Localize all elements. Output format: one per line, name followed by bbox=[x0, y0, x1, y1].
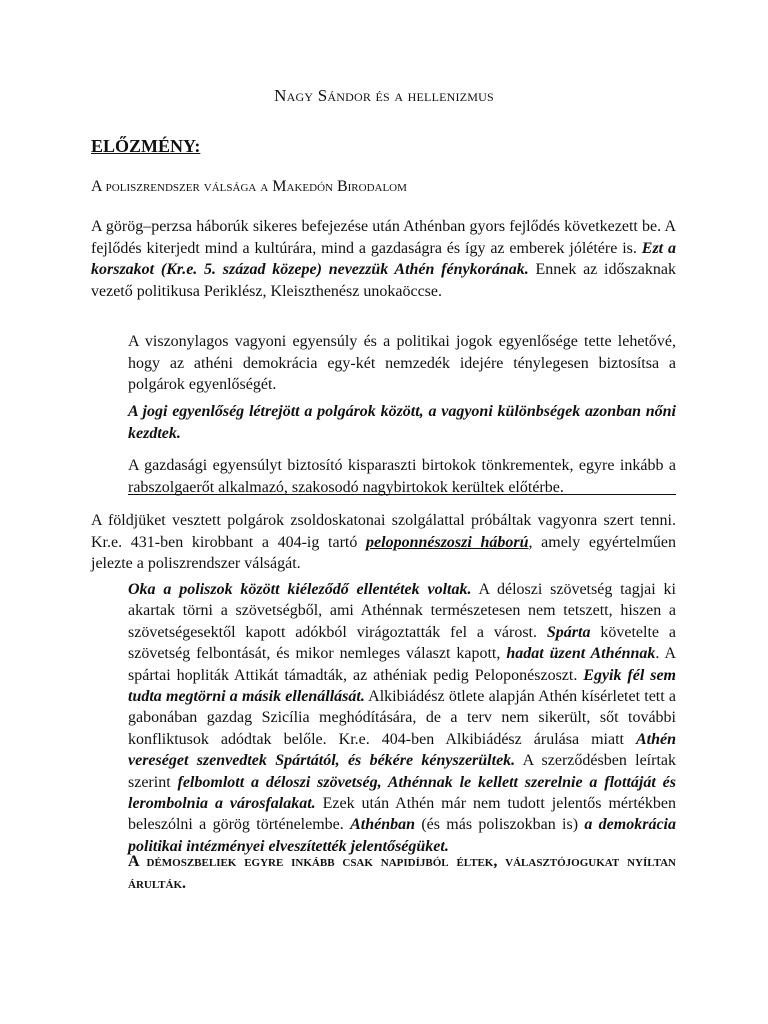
causes-emphasis-3: hadat üzent Athénnak bbox=[506, 645, 656, 663]
causes-text-4: Alkibiádész ötlete alapján Athén kísérletet tett a gabonában gazdag Szicília meghódítására, de a terv nem sikerült, sőt további konfliktusok adódtak belőle. Kr.e. 404-ben Alkibiádész árulása miatt bbox=[128, 688, 676, 748]
causes-emphasis-4: Egyik fél sem tudta megtörni a másik ellenállását. bbox=[128, 666, 676, 706]
causes-emphasis-8: a demokrácia politikai intézményei elveszítették jelentőségüket. bbox=[128, 816, 676, 855]
causes-text-1: A déloszi szövetség tagjai ki akartak törni a szövetségből, ami Athénnak természetesen nem tetszett, hiszen a szövetségesektől kapott adókból virágoztatták fel a várost. bbox=[128, 581, 676, 641]
causes-emphasis-2: Spárta bbox=[546, 623, 591, 641]
war-text-1: A földjüket vesztett polgárok zsoldoskatonai szolgálattal próbáltak vagyonra szert tenni. Kr.e. 431-ben kirobbant a 404-ig tartó bbox=[91, 512, 676, 551]
causes-emphasis-7: Athénban bbox=[350, 816, 416, 834]
causes-text-2: követelte a szövetség felbontását, és mikor nemleges választ kapott, bbox=[128, 623, 676, 663]
horizontal-rule bbox=[128, 494, 676, 495]
causes-text-5: A szerződésben leírtak szerint bbox=[128, 752, 676, 791]
paragraph-war bbox=[91, 510, 676, 575]
document-title: Nagy Sándor és a hellenizmus bbox=[274, 86, 494, 105]
causes-text-7: (és más poliszokban is) bbox=[415, 816, 585, 834]
section-subtitle: A poliszrendszer válsága a Makedón Birodalom bbox=[91, 178, 407, 195]
causes-emphasis-1: Oka a poliszok között kiéleződő ellentétek voltak. bbox=[128, 581, 472, 598]
quote-economic-balance: A gazdasági egyensúlyt biztosító kisparaszti birtokok tönkrementek, egyre inkább a rabszolgaerőt alkalmazó, szakosodó nagybirtokok kerültek előtérbe. bbox=[128, 457, 676, 496]
intro-emphasis: Ezt a korszakot (Kr.e. 5. század közepe) nevezzük Athén fénykorának. bbox=[91, 239, 677, 279]
intro-text-2: Ennek az időszaknak vezető politikusa Periklész, Kleiszthenész unokaöccse. bbox=[91, 261, 676, 300]
paragraph-intro bbox=[91, 216, 676, 302]
causes-emphasis-6: felbomlott a déloszi szövetség, Athénnak le kellett szerelnie a flottáját és lerombolnia a városfalakat. bbox=[128, 773, 676, 813]
war-name-emphasis: peloponnészoszi háború bbox=[366, 533, 529, 551]
causes-text-3: . A spártai hopliták Attikát támadták, az athéniak pedig Peloponészoszt. bbox=[128, 645, 677, 684]
section-heading: ELŐZMÉNY: bbox=[91, 136, 201, 156]
quote-legal-equality: A jogi egyenlőség létrejött a polgárok között, a vagyoni különbségek azonban nőni kezdtek. bbox=[128, 403, 676, 442]
intro-text-1: A görög–perzsa háborúk sikeres befejezése után Athénban gyors fejlődés következett be. A fejlődés kiterjedt mind a kultúrára, mind a gazdaságra és így az emberek jólétére is. bbox=[91, 218, 676, 257]
closing-statement: A démoszbeliek egyre inkább csak napidíjból éltek, választójogukat nyíltan árulták. bbox=[128, 853, 676, 892]
paragraph-causes bbox=[128, 579, 676, 857]
war-text-2: , amely egyértelműen jelezte a poliszrendszer válságát. bbox=[91, 533, 676, 573]
causes-emphasis-5: Athén vereséget szenvedtek Spártától, és békére kényszerültek. bbox=[128, 730, 676, 770]
quote-equality: A viszonylagos vagyoni egyensúly és a politikai jogok egyenlősége tette lehetővé, hogy az athéni demokrácia egy-két nemzedék idejére ténylegesen biztosítsa a polgárok egyenlőségét. bbox=[128, 333, 676, 394]
causes-text-6: Ezek után Athén már nem tudott jelentős mértékben beleszólni a görög történelembe. bbox=[128, 795, 676, 834]
